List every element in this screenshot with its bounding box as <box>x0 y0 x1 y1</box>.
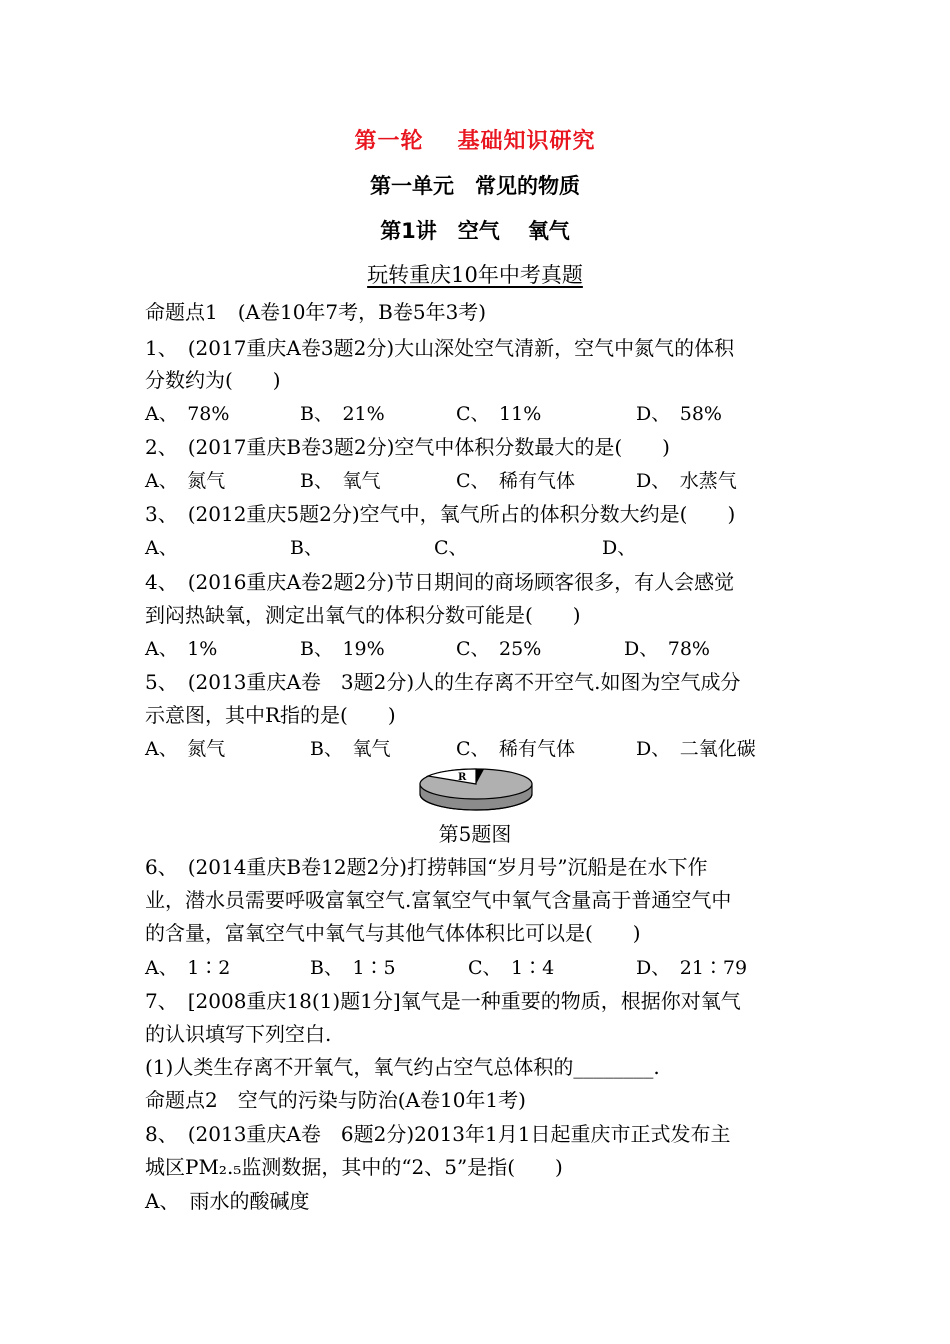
question-1-line-1: 1、 (2017重庆A卷3题2分)大山深处空气清新，空气中氮气的体积 <box>145 336 735 360</box>
q5-option-a: A、 氮气 <box>145 738 226 760</box>
q4-option-c: C、 25% <box>456 638 542 660</box>
topic-2-heading: 命题点2 空气的污染与防治(A卷10年1考) <box>145 1088 526 1112</box>
part-title-left: 第一轮 <box>354 129 424 154</box>
part-title-right: 基础知识研究 <box>457 129 596 154</box>
q1-option-d: D、 58% <box>636 403 722 425</box>
q5-option-b: B、 氧气 <box>310 738 391 760</box>
question-2-line-1: 2、 (2017重庆B卷3题2分)空气中体积分数最大的是( ) <box>145 435 670 459</box>
q2-option-c: C、 稀有气体 <box>456 470 576 492</box>
q3-option-d: D、 <box>602 537 637 559</box>
question-6-line-1: 6、 (2014重庆B卷12题2分)打捞韩国“岁月号”沉船是在水下作 <box>145 855 708 879</box>
section-title <box>0 259 950 289</box>
q6-option-d: D、 21∶79 <box>636 957 748 979</box>
lesson-title-left: 第1讲 空气 <box>380 219 500 243</box>
pie-label-r: R <box>458 772 467 783</box>
q5-option-d: D、 二氧化碳 <box>636 738 756 760</box>
lesson-title-right: 氧气 <box>527 219 570 243</box>
question-5-line-2: 示意图，其中R指的是( ) <box>145 703 396 727</box>
question-7-line-1: 7、 [2008重庆18(1)题1分]氧气是一种重要的物质，根据你对氧气 <box>145 989 741 1013</box>
q4-option-d: D、 78% <box>624 638 710 660</box>
question-4-line-1: 4、 (2016重庆A卷2题2分)节日期间的商场顾客很多，有人会感觉 <box>145 570 735 594</box>
q4-option-a: A、 1% <box>145 638 218 660</box>
q6-option-c: C、 1∶4 <box>468 957 555 979</box>
q6-option-b: B、 1∶5 <box>310 957 396 979</box>
lesson-title <box>0 215 950 245</box>
q3-option-a: A、 <box>145 537 178 559</box>
q1-option-a: A、 78% <box>145 403 230 425</box>
q1-option-b: B、 21% <box>300 403 385 425</box>
q5-option-c: C、 稀有气体 <box>456 738 576 760</box>
part-title <box>0 124 950 155</box>
q2-option-a: A、 氮气 <box>145 470 226 492</box>
q2-option-b: B、 氧气 <box>300 470 381 492</box>
question-4-line-2: 到闷热缺氧，测定出氧气的体积分数可能是( ) <box>145 603 581 627</box>
q6-option-a: A、 1∶2 <box>145 957 231 979</box>
question-6-line-2: 业，潜水员需要呼吸富氧空气.富氧空气中氧气含量高于普通空气中 <box>145 888 732 912</box>
section-title-text: 玩转重庆10年中考真题 <box>367 263 583 287</box>
question-3-line-1: 3、 (2012重庆5题2分)空气中，氧气所占的体积分数大约是( ) <box>145 502 736 526</box>
question-8-line-2: 城区PM₂.₅监测数据，其中的“2、5”是指( ) <box>145 1155 563 1179</box>
question-6-line-3: 的含量，富氧空气中氧气与其他气体体积比可以是( ) <box>145 921 641 945</box>
q3-option-b: B、 <box>290 537 323 559</box>
air-composition-pie-figure <box>418 768 534 812</box>
q1-option-c: C、 11% <box>456 403 542 425</box>
topic-1-heading: 命题点1 (A卷10年7考，B卷5年3考) <box>145 300 487 324</box>
q3-option-c: C、 <box>434 537 468 559</box>
question-8-line-1: 8、 (2013重庆A卷 6题2分)2013年1月1日起重庆市正式发布主 <box>145 1122 731 1146</box>
q2-option-d: D、 水蒸气 <box>636 470 737 492</box>
unit-title: 第一单元 常见的物质 <box>370 174 580 198</box>
figure-caption: 第5题图 <box>438 822 512 846</box>
question-7-line-2: 的认识填写下列空白. <box>145 1022 332 1046</box>
q8-option-a: A、 雨水的酸碱度 <box>145 1189 310 1213</box>
q4-option-b: B、 19% <box>300 638 385 660</box>
question-5-line-1: 5、 (2013重庆A卷 3题2分)人的生存离不开空气.如图为空气成分 <box>145 670 741 694</box>
question-1-line-2: 分数约为( ) <box>145 368 281 392</box>
question-7-part-1: (1)人类生存离不开氧气，氧气约占空气总体积的________. <box>145 1055 660 1079</box>
